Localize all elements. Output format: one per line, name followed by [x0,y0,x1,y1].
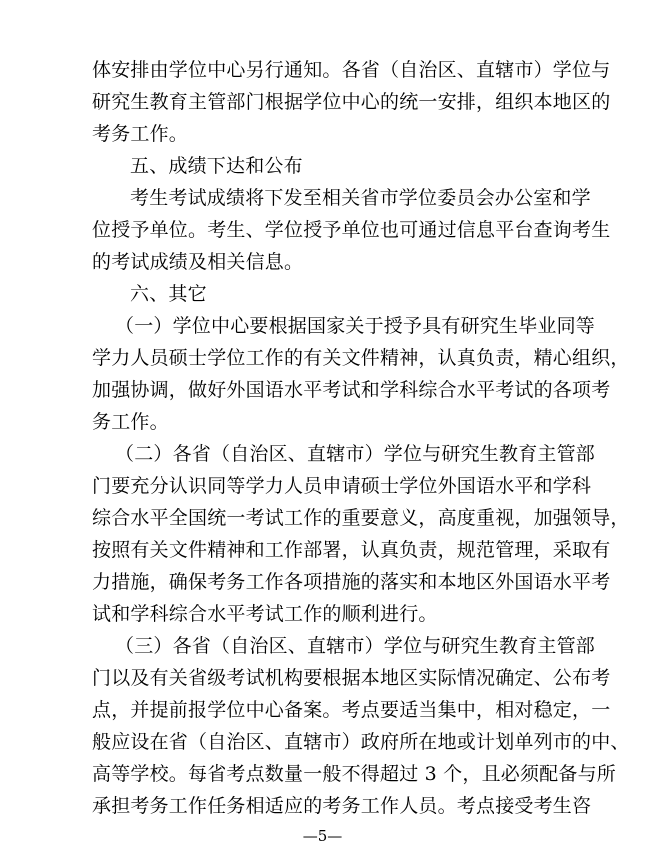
text-line-17: 力措施，确保考务工作各项措施的落实和本地区外国语水平考 [92,571,611,593]
text-line-10: 学力人员硕士学位工作的有关文件精神，认真负责，精心组织， [92,347,630,369]
text-line-9: （一）学位中心要根据国家关于授予具有研究生毕业同等 [115,315,596,337]
text-line-20: 门以及有关省级考试机构要根据本地区实际情况确定、公布考 [92,667,611,689]
page-number: —5— [302,827,343,845]
text-line-24: 承担考务工作任务相适应的考务工作人员。考点接受考生咨 [92,795,592,817]
text-line-12: 务工作。 [92,411,169,433]
text-line-23: 高等学校。每省考点数量一般不得超过 3 个，且必须配备与所 [92,763,616,785]
section-heading-5: 五、成绩下达和公布 [130,155,303,177]
text-line-2: 研究生教育主管部门根据学位中心的统一安排，组织本地区的 [92,91,611,113]
text-line-18: 试和学科综合水平考试工作的顺利进行。 [92,603,438,625]
text-line-16: 按照有关文件精神和工作部署，认真负责，规范管理，采取有 [92,539,611,561]
text-line-19: （三）各省（自治区、直辖市）学位与研究生教育主管部 [115,635,596,657]
text-line-5: 考生考试成绩将下发至相关省市学位委员会办公室和学 [130,187,591,209]
text-line-6: 位授予单位。考生、学位授予单位也可通过信息平台查询考生 [92,219,611,241]
text-line-22: 般应设在省（自治区、直辖市）政府所在地或计划单列市的中、 [92,731,630,753]
text-line-3: 考务工作。 [92,123,189,145]
text-line-21: 点，并提前报学位中心备案。考点要适当集中，相对稳定，一 [92,699,611,721]
text-line-11: 加强协调，做好外国语水平考试和学科综合水平考试的各项考 [92,379,611,401]
text-line-13: （二）各省（自治区、直辖市）学位与研究生教育主管部 [115,443,596,465]
text-line-7: 的考试成绩及相关信息。 [92,251,304,273]
text-line-14: 门要充分认识同等学力人员申请硕士学位外国语水平和学科 [92,475,592,497]
section-heading-6: 六、其它 [130,283,207,305]
text-line-15: 综合水平全国统一考试工作的重要意义，高度重视，加强领导， [92,507,630,529]
text-line-1: 体安排由学位中心另行通知。各省（自治区、直辖市）学位与 [92,59,611,81]
